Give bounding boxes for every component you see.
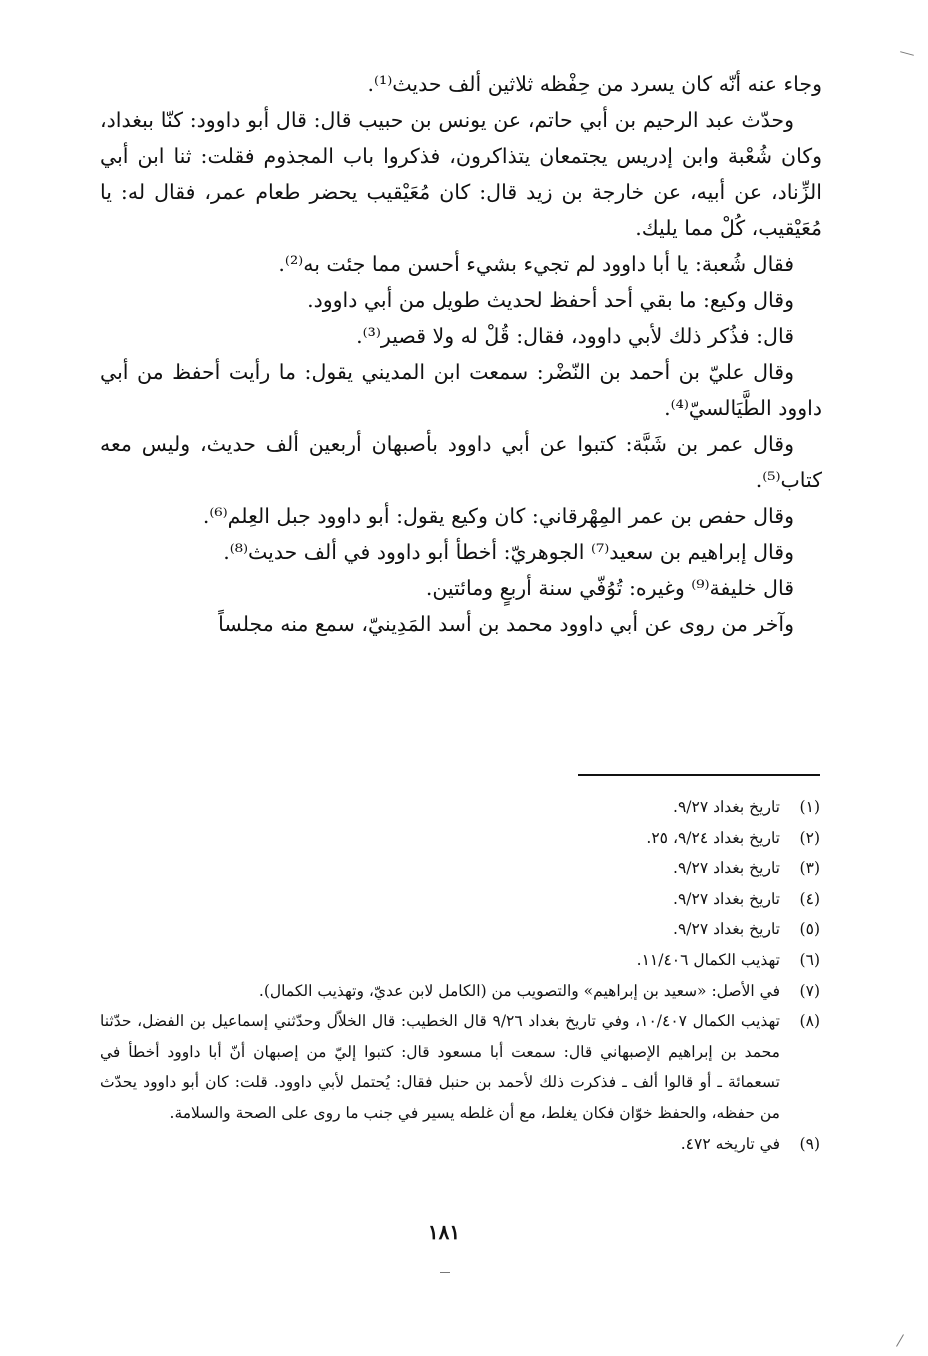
- paragraph-1: وجاء عنه أنّه كان يسرد من حِفْظه ثلاثين ألف حديث⁽¹⁾.: [367, 72, 822, 96]
- footnote-item: [100, 853, 820, 884]
- footnote-text: في تاريخه ٤٧٢.: [680, 1134, 780, 1153]
- footnote-item: [100, 1129, 820, 1160]
- footnote-number: (٦): [799, 950, 820, 969]
- main-text-block: [100, 66, 822, 642]
- scan-mark: [896, 1334, 904, 1347]
- paragraph-3: فقال شُعبة: يا أبا داوود لم تجيء بشيء أحسن مما جئت به⁽²⁾.: [278, 252, 794, 276]
- footnote-text: تاريخ بغداد ٩/٢٤، ٢٥.: [646, 828, 780, 847]
- footnote-number: (١): [799, 798, 820, 816]
- footnote-item: [100, 1006, 820, 1128]
- footnote-item: [100, 792, 820, 823]
- paragraph-4: وقال وكيع: ما بقي أحد أحفظ لحديث طويل من أبي داوود.: [307, 288, 794, 312]
- footnote-text: تهذيب الكمال ١٠/٤٠٧، وفي تاريخ بغداد ٩/٢٦ قال الخطيب: قال الخلاّل وحدّثني إسماعيل بن الفضل، حدّثنا محمد بن إبراهيم الإصبهاني قال: سمعت أبا مسعود قال: كتبوا إليّ من إصبهان أنّ أبا داوود أخطأ في تسعمائة ـ أو قالوا ألف ـ فذكرت ذلك لأحمد بن حنبل فقال: يُحتمل لأبي داوود. قلت: كان أبو داوود يحدّث من حفظه، والحفظ خوّان فكان يغلط، مع أن غلطه يسير في جنب ما روى على الصحة والسلامة.: [100, 1012, 780, 1122]
- footnote-text: تاريخ بغداد ٩/٢٧.: [673, 920, 780, 939]
- footnote-item: [100, 945, 820, 976]
- paragraph-2: وحدّث عبد الرحيم بن أبي حاتم، عن يونس بن حبيب قال: قال أبو داوود: كنّا ببغداد، وكان شُعْبة وابن إدريس يجتمعان يتذاكرون، فذكروا باب المجذوم فقلت: ثنا ابن أبي الزِّناد، عن أبيه، عن خارجة بن زيد قال: كان مُعَيْقيب يحضر طعام عمر، فقال له: يا مُعَيْقيب، كُلْ مما يليك.: [100, 108, 822, 240]
- footnote-item: [100, 976, 820, 1007]
- footnotes: [100, 792, 820, 1159]
- paragraph-5: قال: فذُكر ذلك لأبي داوود، فقال: قُلْ له ولا قصير⁽³⁾.: [356, 324, 794, 348]
- paragraph-11: وآخر من روى عن أبي داوود محمد بن أسد المَدِينيّ، سمع منه مجلساً: [218, 612, 794, 636]
- paragraph-6: وقال عليّ بن أحمد بن النّضْر: سمعت ابن المديني يقول: ما رأيت أحفظ من أبي داوود الطَّيَالسيّ⁽⁴⁾.: [100, 360, 822, 420]
- footnote-number: (٤): [799, 889, 820, 908]
- footnote-number: (٨): [799, 1012, 820, 1031]
- page-number: ١٨١: [427, 1220, 461, 1244]
- scan-mark: [900, 51, 914, 56]
- scan-mark: [440, 1272, 450, 1273]
- footnote-text: تهذيب الكمال ١١/٤٠٦.: [636, 950, 780, 969]
- footnote-item: [100, 884, 820, 915]
- footnote-number: (٧): [799, 981, 820, 1000]
- footnote-number: (٥): [799, 920, 820, 939]
- footnote-item: [100, 823, 820, 854]
- footnote-separator: [578, 774, 820, 776]
- footnote-number: (٣): [799, 859, 820, 878]
- paragraph-10: قال خليفة⁽⁹⁾ وغيره: تُوُفّي سنة أربعٍ ومائتين.: [425, 576, 794, 600]
- footnote-number: (٩): [799, 1134, 820, 1153]
- footnote-text: تاريخ بغداد ٩/٢٧.: [673, 798, 780, 816]
- paragraph-7: وقال عمر بن شَبَّة: كتبوا عن أبي داوود بأصبهان أربعين ألف حديث، وليس معه كتاب⁽⁵⁾.: [100, 432, 822, 492]
- paragraph-9: وقال إبراهيم بن سعيد⁽⁷⁾ الجوهريّ: أخطأ أبو داوود في ألف حديث⁽⁸⁾.: [223, 540, 794, 564]
- footnote-number: (٢): [799, 828, 820, 847]
- paragraph-8: وقال حفص بن عمر المِهْرقاني: كان وكيع يقول: أبو داوود جبل العِلم⁽⁶⁾.: [202, 504, 794, 528]
- footnote-text: تاريخ بغداد ٩/٢٧.: [673, 889, 780, 908]
- footnote-text: في الأصل: «سعيد بن إبراهيم» والتصويب من (الكامل لابن عديّ، وتهذيب الكمال).: [258, 981, 780, 1000]
- footnote-text: تاريخ بغداد ٩/٢٧.: [673, 859, 780, 878]
- footnote-item: [100, 914, 820, 945]
